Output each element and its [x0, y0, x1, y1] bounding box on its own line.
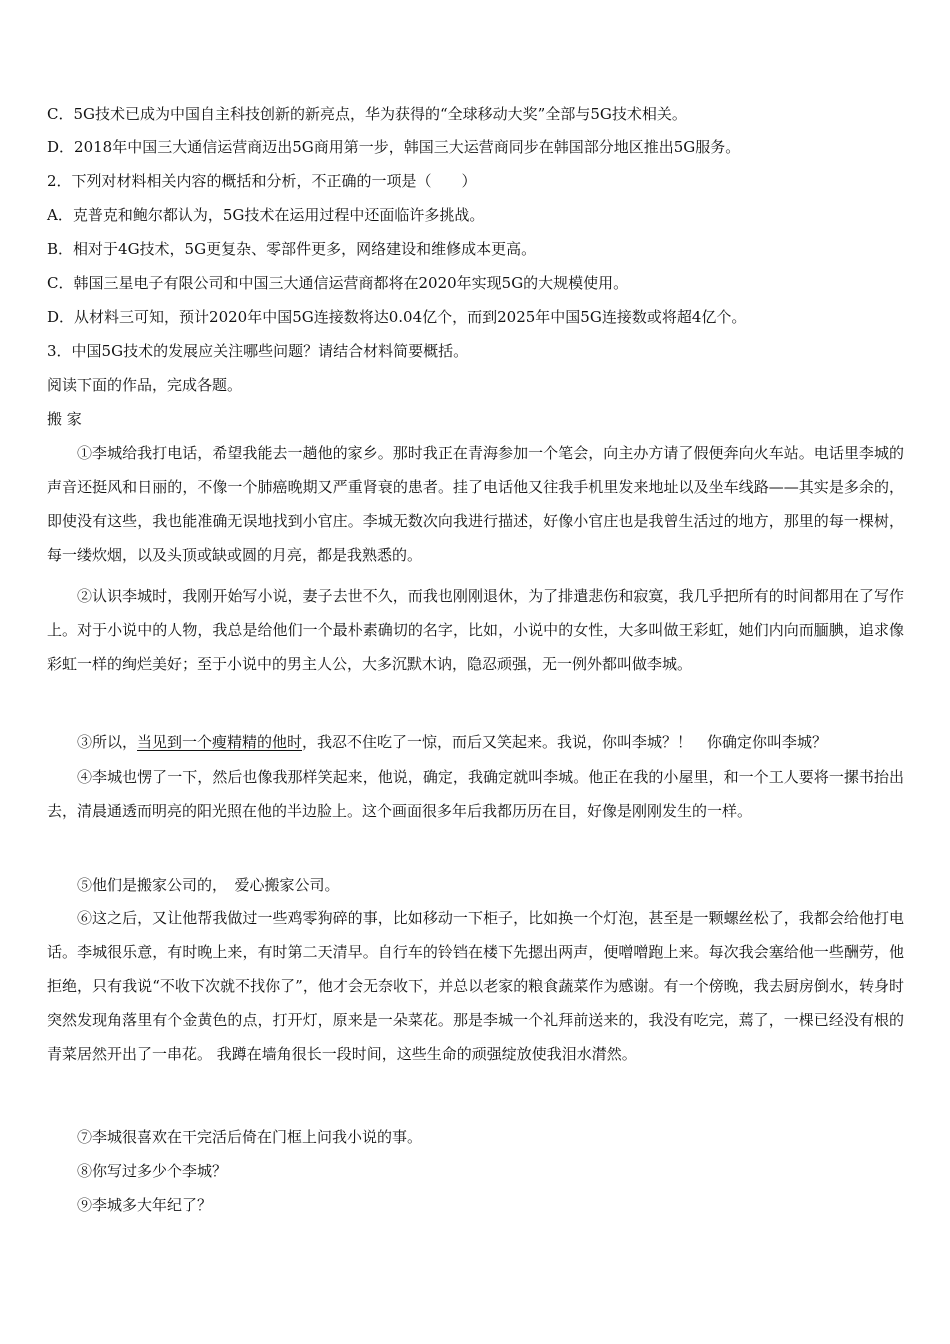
- q2-option-a: A．克普克和鲍尔都认为，5G技术在运用过程中还面临许多挑战。: [47, 206, 485, 224]
- reading-instruction: 阅读下面的作品，完成各题。: [47, 376, 243, 394]
- q2-option-d: D．从材料三可知，预计2020年中国5G连接数将达0.04亿个，而到2025年中国5G连接数或将超4亿个。: [47, 308, 747, 326]
- q1-option-c: C．5G技术已成为中国自主科技创新的新亮点，华为获得的“全球移动大奖”全部与5G技术相关。: [47, 105, 687, 123]
- q3-stem: 3．中国5G技术的发展应关注哪些问题？请结合材料简要概括。: [47, 342, 469, 360]
- q2-option-c: C．韩国三星电子有限公司和中国三大通信运营商都将在2020年实现5G的大规模使用。: [47, 274, 629, 292]
- paragraph-3-rest: ，我忍不住吃了一惊，而后又笑起来。我说，你叫李城？！ 你确定你叫李城？: [302, 733, 828, 751]
- paragraph-2: ②认识李城时，我刚开始写小说，妻子去世不久，而我也刚刚退休，为了排遣悲伤和寂寞，我几乎把所有的时间都用在了写作上。对于小说中的人物，我总是给他们一个最朴素确切的名字，比如，小说中的女性，大多叫做王彩虹，她们内向而腼腆，追求像彩虹一样的绚烂美好；至于小说中的男主人公，大多沉默木讷，隐忍顽强，无一例外都叫做李城。: [47, 587, 904, 673]
- paragraph-8: ⑧你写过多少个李城？: [77, 1162, 228, 1180]
- paragraph-3-lead: ③所以，: [77, 733, 138, 751]
- paragraph-3: [47, 725, 904, 759]
- paragraph-1: ①李城给我打电话，希望我能去一趟他的家乡。那时我正在青海参加一个笔会，向主办方请了假便奔向火车站。电话里李城的声音还挺风和日丽的，不像一个肺癌晚期又严重肾衰的患者。挂了电话他又往我手机里发来地址以及坐车线路——其实是多余的，即使没有这些，我也能准确无误地找到小官庄。李城无数次向我进行描述，好像小官庄也是我曾生活过的地方，那里的每一棵树，每一缕炊烟，以及头顶或缺或圆的月亮，都是我熟悉的。: [47, 444, 904, 564]
- q1-option-d: D．2018年中国三大通信运营商迈出5G商用第一步，韩国三大运营商同步在韩国部分地区推出5G服务。: [47, 138, 741, 156]
- underlined-phrase: 当见到一个瘦精精的他时: [137, 733, 303, 751]
- q2-stem: 2．下列对材料相关内容的概括和分析，不正确的一项是（ ）: [47, 172, 477, 190]
- paragraph-6: ⑥这之后，又让他帮我做过一些鸡零狗碎的事，比如移动一下柜子，比如换一个灯泡，甚至是一颗螺丝松了，我都会给他打电话。李城很乐意，有时晚上来，有时第二天清早。自行车的铃铛在楼下先摁出两声，便噌噌跑上来。每次我会塞给他一些酬劳，他拒绝，只有我说“不收下次就不找你了”，他才会无奈收下，并总以老家的粮食蔬菜作为感谢。有一个傍晚，我去厨房倒水，转身时突然发现角落里有个金黄色的点，打开灯，原来是一朵菜花。那是李城一个礼拜前送来的，我没有吃完，蔫了，一棵已经没有根的青菜居然开出了一串花。 我蹲在墙角很长一段时间，这些生命的顽强绽放使我泪水潸然。: [47, 909, 904, 1063]
- paragraph-4: ④李城也愣了一下，然后也像我那样笑起来，他说，确定，我确定就叫李城。他正在我的小屋里，和一个工人要将一摞书抬出去，清晨通透而明亮的阳光照在他的半边脸上。这个画面很多年后我都历历在目，好像是刚刚发生的一样。: [47, 768, 904, 820]
- paragraph-7: ⑦李城很喜欢在干完活后倚在门框上问我小说的事。: [77, 1128, 423, 1146]
- paragraph-5: ⑤他们是搬家公司的， 爱心搬家公司。: [77, 876, 340, 894]
- paragraph-9: ⑨李城多大年纪了？: [77, 1196, 213, 1214]
- q2-option-b: B．相对于4G技术，5G更复杂、零部件更多，网络建设和维修成本更高。: [47, 240, 537, 258]
- article-title: 搬 家: [47, 410, 82, 428]
